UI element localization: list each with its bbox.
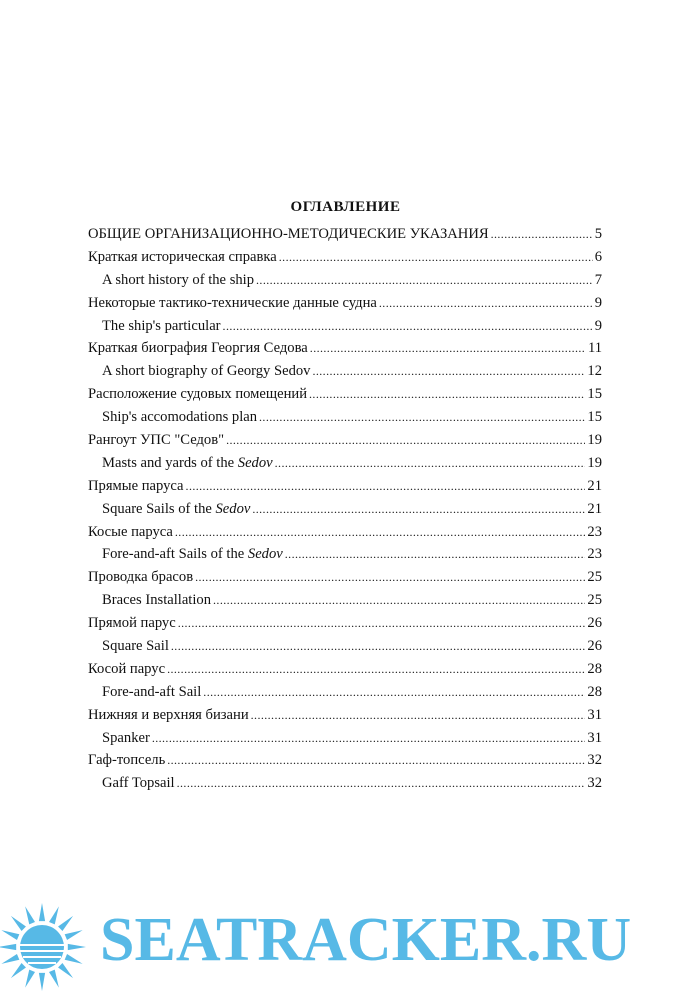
dot-leader [167, 753, 585, 768]
toc-entry-text [88, 707, 251, 724]
toc-entry [88, 569, 602, 592]
toc-entry-label: Прямой парус [88, 615, 176, 632]
sun-ray [11, 963, 26, 978]
dot-leader [491, 227, 593, 242]
toc-page-number: 9 [594, 317, 602, 334]
toc-entry-text [88, 615, 178, 632]
dot-leader [252, 502, 585, 517]
toc-entry [88, 249, 602, 272]
sun-ray [25, 906, 35, 924]
toc-entry-label: Косые паруса [88, 523, 173, 540]
toc-page-number: 21 [587, 500, 602, 517]
toc-page-number: 9 [594, 294, 602, 311]
toc-entry [88, 340, 602, 363]
toc-entry-label: ОБЩИЕ ОРГАНИЗАЦИОННО-МЕТОДИЧЕСКИЕ УКАЗАНИЯ [88, 226, 489, 242]
toc-entry-text [88, 432, 226, 449]
dot-leader [171, 639, 586, 654]
dot-leader [175, 525, 586, 540]
dot-leader [152, 731, 586, 746]
toc-entry-label: Square Sail [102, 638, 169, 655]
toc-entry-label: Краткая историческая справка [88, 248, 277, 265]
toc-page-number: 7 [594, 271, 602, 288]
toc-page-number: 19 [587, 432, 602, 449]
toc-entry-label: Косой парус [88, 660, 166, 677]
toc-entry-label: A short biography of Georgy Sedov [102, 363, 311, 380]
toc-entry-label: Проводка брасов [88, 569, 194, 586]
toc-page-number: 11 [587, 340, 602, 357]
toc-subentry [88, 592, 602, 615]
sun-ray [68, 944, 86, 950]
toc-page-number: 23 [587, 523, 602, 540]
sun-icon [0, 895, 100, 995]
toc-page-number: 25 [587, 592, 602, 609]
toc-entry [88, 661, 602, 684]
dot-leader [167, 662, 585, 677]
toc-subentry [88, 272, 602, 295]
toc-subentry [88, 409, 602, 432]
toc-entry-label: Рангоут УПС "Седов" [88, 432, 225, 449]
toc-entry [88, 226, 602, 249]
sun-ray [39, 903, 45, 921]
toc-entry-text [102, 546, 285, 563]
toc-entry-text [102, 638, 171, 655]
toc-page-number: 15 [587, 386, 602, 403]
toc-page-number: 19 [587, 454, 602, 471]
toc-entry-label: Braces Installation [102, 592, 212, 609]
toc-entry-text [88, 569, 195, 586]
toc-page-number: 32 [587, 775, 602, 792]
toc-entry-label: Fore-and-aft Sail [102, 683, 202, 700]
dot-leader [203, 685, 585, 700]
toc-entry-text [88, 340, 310, 357]
toc-page-number: 25 [587, 569, 602, 586]
toc-entry-label: Расположение судовых помещений [88, 386, 308, 403]
toc-entry-text [102, 318, 223, 335]
toc-page-number: 28 [587, 660, 602, 677]
watermark [0, 895, 691, 995]
toc-entry-label: Прямые паруса [88, 477, 184, 494]
dot-leader [186, 479, 586, 494]
toc-subentry [88, 775, 602, 798]
dot-leader [275, 456, 586, 471]
toc-subentry [88, 730, 602, 753]
toc-page-number: 32 [587, 752, 602, 769]
dot-leader [195, 570, 585, 585]
watermark-text: SEATRACKER.RU [100, 906, 632, 974]
toc-page-number: 23 [587, 546, 602, 563]
toc-page-number: 26 [587, 638, 602, 655]
toc-entry [88, 707, 602, 730]
toc-entry-text [102, 501, 252, 518]
toc-subentry [88, 363, 602, 386]
toc-entry-text [88, 524, 175, 541]
toc-subentry [88, 684, 602, 707]
toc-page-number: 31 [587, 706, 602, 723]
dot-leader [251, 708, 586, 723]
toc-entry-label: Ship's accomodations plan [102, 409, 258, 426]
toc-entry-text [88, 226, 491, 243]
toc-page-number: 31 [587, 729, 602, 746]
toc-entry [88, 752, 602, 775]
toc-page-number: 28 [587, 683, 602, 700]
page-title: ОГЛАВЛЕНИЕ [290, 199, 401, 215]
toc-entry-text [88, 295, 379, 312]
toc-entry-label: Spanker [102, 729, 150, 746]
sun-ray [0, 944, 16, 950]
toc-entry [88, 478, 602, 501]
toc-entry-text [88, 478, 186, 495]
toc-entry-label: The ship's particular [102, 317, 221, 334]
dot-leader [310, 341, 586, 356]
toc-entry-text [102, 455, 275, 472]
dot-leader [379, 296, 593, 311]
sun-ray [1, 930, 19, 940]
toc-entry-label: Fore-and-aft Sails of the [102, 546, 248, 563]
dot-leader [226, 433, 585, 448]
sun-ray [49, 970, 59, 988]
dot-leader [285, 547, 586, 562]
sun-ray [58, 916, 73, 931]
sun-ray [25, 970, 35, 988]
toc-entry-text [102, 363, 312, 380]
toc-entry-label: Некоторые тактико-технические данные судна [88, 294, 377, 311]
toc-entry-label: Краткая биография Георгия Седова [88, 340, 308, 357]
dot-leader [177, 776, 586, 791]
sun-ray [65, 930, 83, 940]
toc-entry-text [102, 592, 213, 609]
dot-leader [259, 410, 585, 425]
toc-entry-text [88, 386, 309, 403]
toc-entry-label: Square Sails of the [102, 500, 216, 517]
sun-ray [39, 973, 45, 991]
dot-leader [279, 250, 593, 265]
toc-entry-text [88, 661, 167, 678]
toc-entry-label: Masts and yards of the [102, 454, 238, 471]
toc-page-number: 15 [587, 409, 602, 426]
dot-leader [312, 364, 585, 379]
toc-entry [88, 386, 602, 409]
sun-ray [11, 916, 26, 931]
toc-entry-text [102, 272, 256, 289]
toc-entry [88, 432, 602, 455]
toc-subentry [88, 318, 602, 341]
sun-ray [1, 954, 19, 964]
toc-entry-label: Нижняя и верхняя бизани [88, 706, 249, 723]
toc-subentry [88, 638, 602, 661]
toc-subentry [88, 546, 602, 569]
toc-entry-italic: Sedov [247, 546, 283, 563]
sun-ray [58, 963, 73, 978]
toc-entry [88, 295, 602, 318]
toc-entry-label: A short history of the ship [102, 271, 255, 288]
dot-leader [178, 616, 586, 631]
dot-leader [213, 593, 585, 608]
toc-entry-label: Gaff Topsail [102, 775, 175, 792]
dot-leader [223, 319, 593, 334]
toc-entry-text [102, 409, 259, 426]
dot-leader [309, 387, 585, 402]
toc-entry [88, 615, 602, 638]
toc-entry-text [88, 752, 167, 769]
toc-page-number: 6 [594, 248, 602, 265]
toc-page-number: 12 [587, 363, 602, 380]
toc-page-number: 21 [587, 477, 602, 494]
toc-entry-text [102, 730, 152, 747]
sun-ray [65, 954, 83, 964]
toc-subentry [88, 455, 602, 478]
dot-leader [256, 273, 593, 288]
toc-entry [88, 524, 602, 547]
table-of-contents [88, 226, 602, 798]
toc-entry-italic: Sedov [215, 500, 251, 517]
toc-subentry [88, 501, 602, 524]
toc-entry-text [88, 249, 279, 266]
toc-page-number: 5 [594, 226, 602, 242]
toc-entry-italic: Sedov [237, 454, 273, 471]
sun-ray [49, 906, 59, 924]
toc-entry-text [102, 775, 177, 792]
toc-entry-text [102, 684, 203, 701]
toc-entry-label: Гаф-топсель [88, 752, 166, 769]
toc-page-number: 26 [587, 615, 602, 632]
